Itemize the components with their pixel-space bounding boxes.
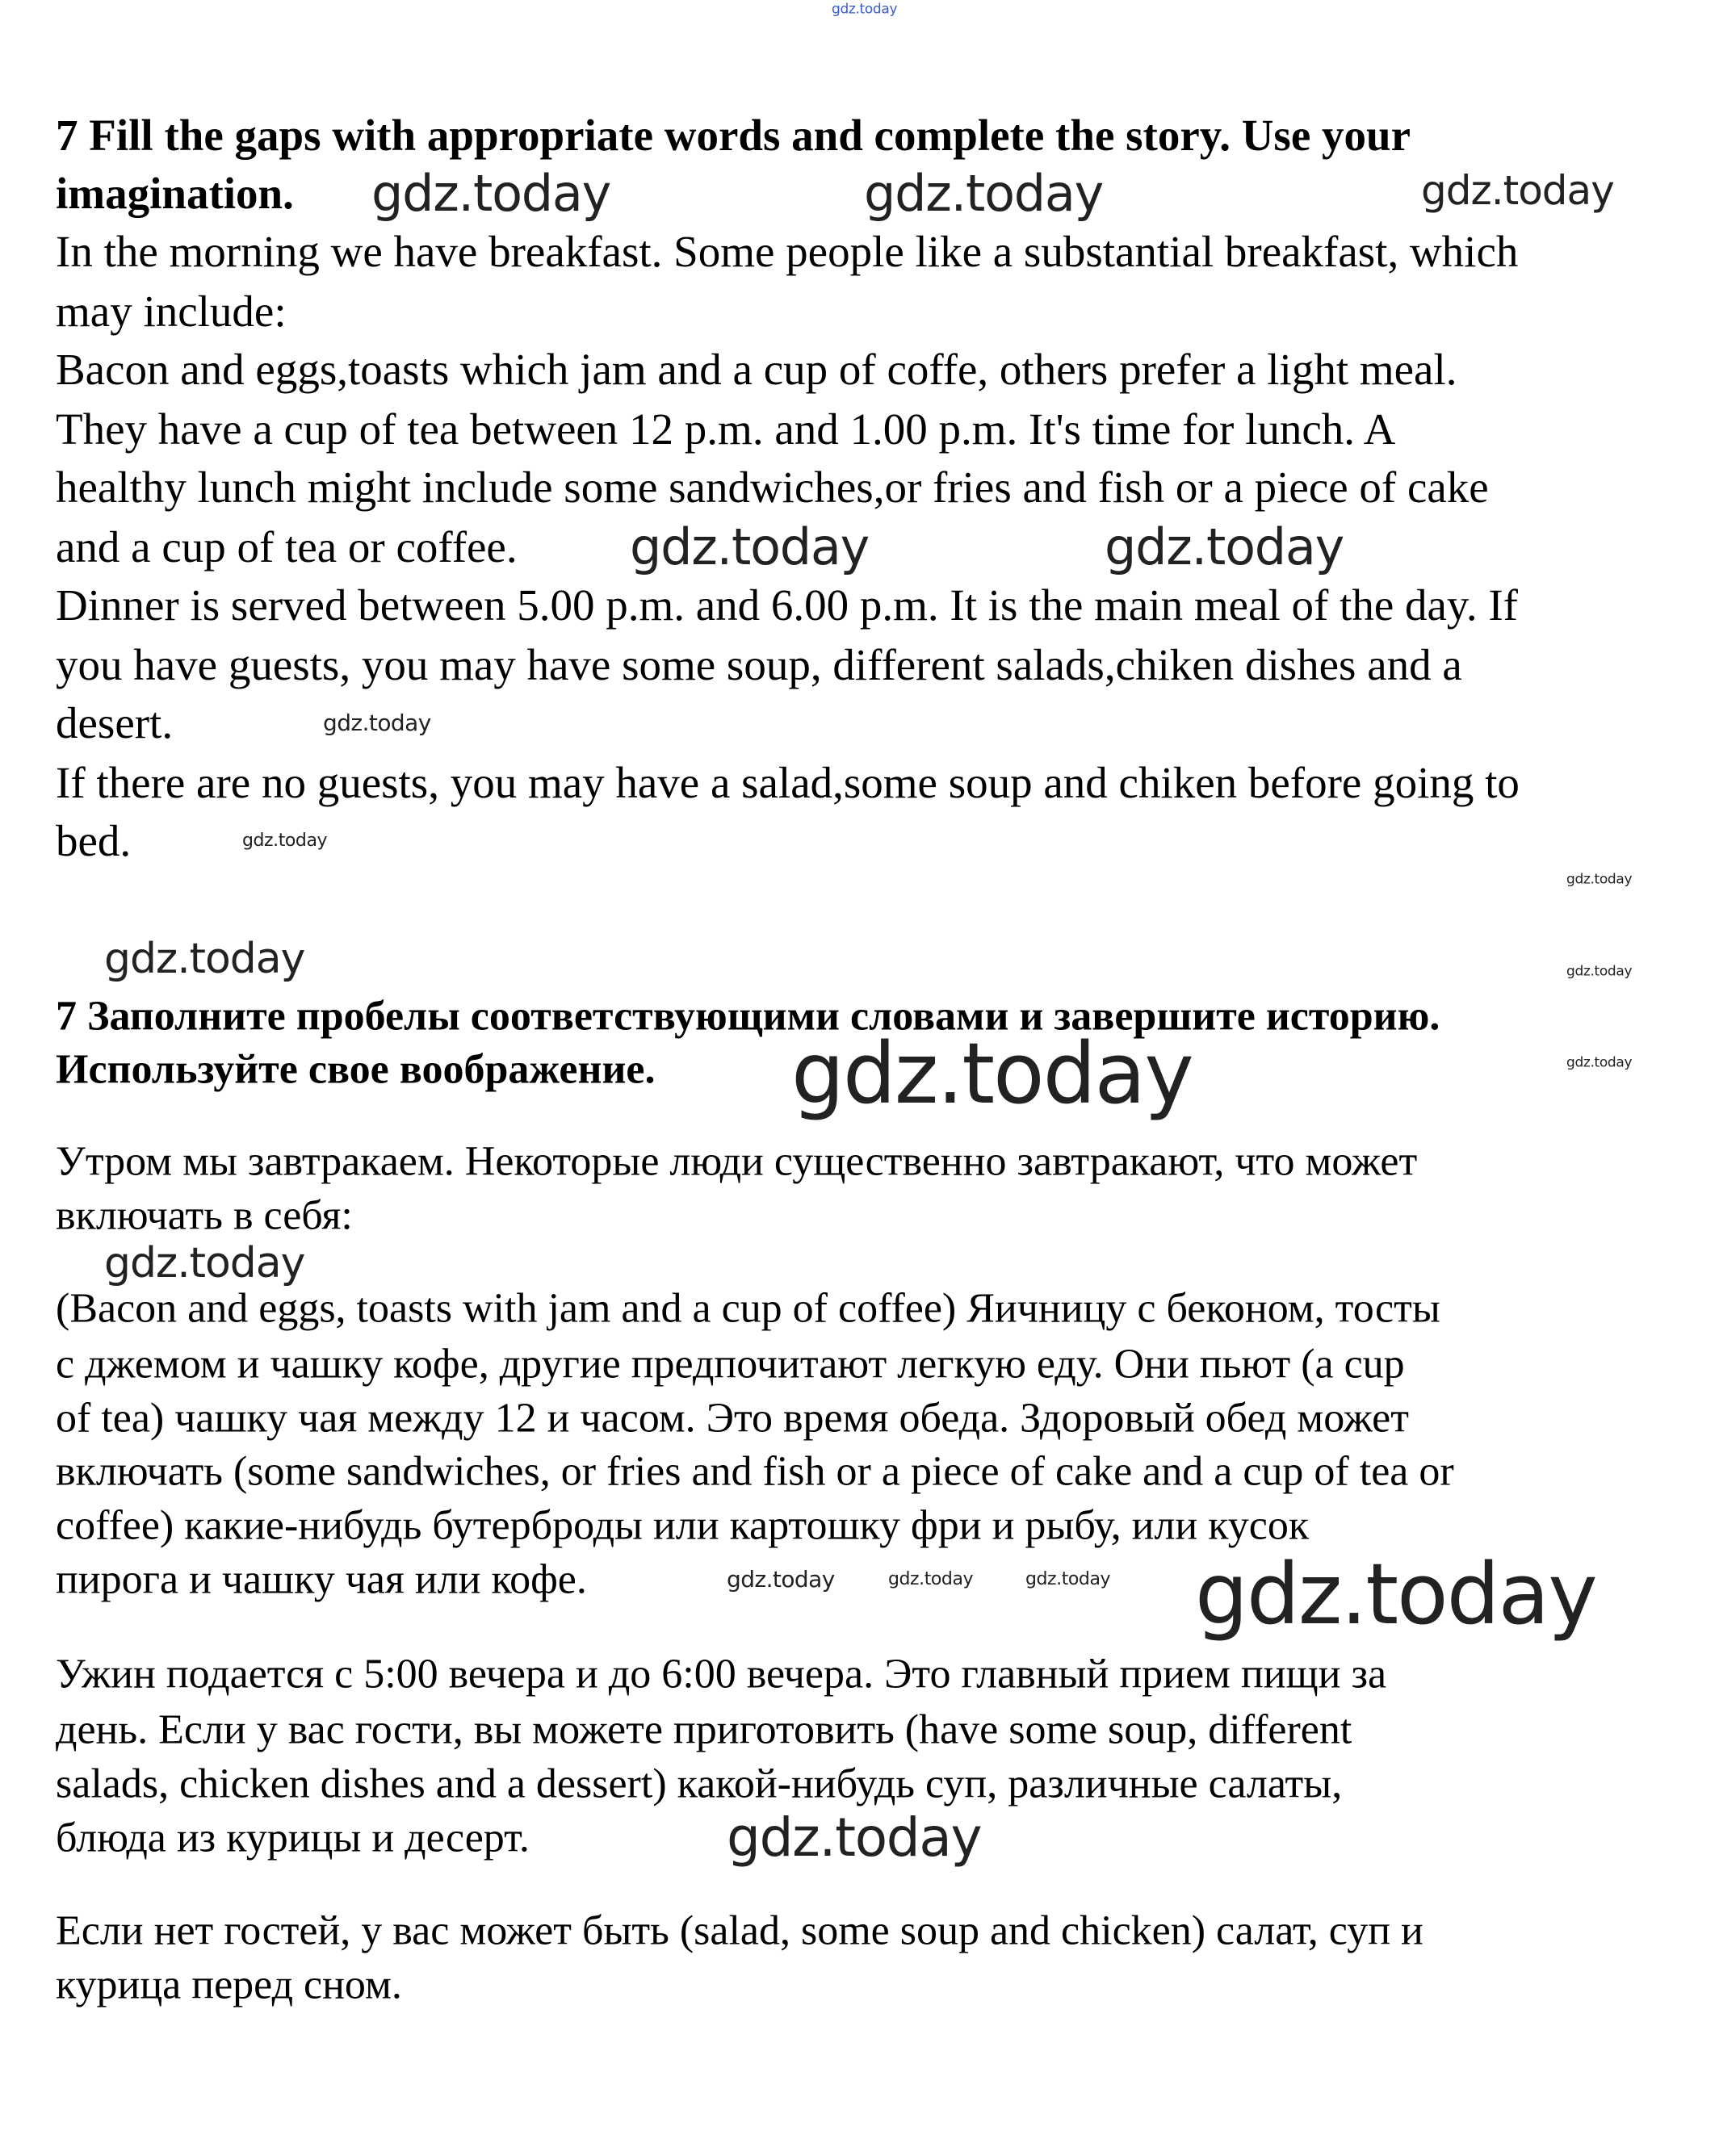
story-line-english: Dinner is served between 5.00 p.m. and 6.00 p.m. It is the main meal of the day. If: [56, 580, 1518, 630]
watermark: gdz.today: [242, 831, 328, 851]
story-line-russian: coffee) какие-нибудь бутерброды или картошку фри и рыбу, или кусок: [56, 1502, 1310, 1549]
story-line-russian: блюда из курицы и десерт.: [56, 1815, 530, 1861]
watermark: gdz.today: [371, 164, 611, 223]
watermark: gdz.today: [1195, 1545, 1596, 1643]
story-line-russian: Ужин подается с 5:00 вечера и до 6:00 вечера. Это главный прием пищи за: [56, 1651, 1387, 1698]
exercise-title-english: 7 Fill the gaps with appropriate words and complete the story. Use your: [56, 110, 1411, 160]
story-line-russian: Если нет гостей, у вас может быть (salad, some soup and chicken) салат, суп и: [56, 1907, 1423, 1954]
story-line-english: may include:: [56, 286, 287, 336]
watermark: gdz.today: [1566, 963, 1633, 980]
watermark: gdz.today: [323, 710, 431, 736]
watermark: gdz.today: [1105, 517, 1344, 576]
story-line-english: Bacon and eggs,toasts which jam and a cup of coffe, others prefer a light meal.: [56, 344, 1457, 394]
story-line-english: They have a cup of tea between 12 p.m. and 1.00 p.m. It's time for lunch. A: [56, 404, 1396, 454]
story-line-russian: salads, chicken dishes and a dessert) какой-нибудь суп, различные салаты,: [56, 1760, 1343, 1807]
watermark: gdz.today: [727, 1566, 835, 1593]
story-line-russian: Утром мы завтракаем. Некоторые люди существенно завтракают, что может: [56, 1138, 1418, 1185]
watermark: gdz.today: [888, 1569, 974, 1589]
story-line-russian: of tea) чашку чая между 12 и часом. Это время обеда. Здоровый обед может: [56, 1395, 1409, 1442]
story-line-english: If there are no guests, you may have a salad,some soup and chiken before going to: [56, 757, 1520, 807]
exercise-title-russian: Используйте свое воображение.: [56, 1046, 656, 1093]
watermark: gdz.today: [1566, 871, 1633, 888]
story-line-english: and a cup of tea or coffee.: [56, 521, 518, 571]
watermark: gdz.today: [864, 164, 1104, 223]
watermark: gdz.today: [104, 1239, 305, 1287]
story-line-russian: (Bacon and eggs, toasts with jam and a cup of coffee) Яичницу с беконом, тосты: [56, 1285, 1440, 1332]
story-line-russian: курица перед сном.: [56, 1961, 402, 2008]
watermark: gdz.today: [1421, 167, 1614, 214]
story-line-russian: включать в себя:: [56, 1192, 353, 1239]
story-line-english: healthy lunch might include some sandwiches,or fries and fish or a piece of cake: [56, 462, 1489, 512]
story-line-english: In the morning we have breakfast. Some people like a substantial breakfast, which: [56, 226, 1519, 276]
watermark: gdz.today: [727, 1806, 982, 1869]
watermark: gdz.today: [630, 517, 870, 576]
story-line-english: bed.: [56, 815, 132, 865]
top-watermark: gdz.today: [832, 1, 898, 18]
story-line-russian: день. Если у вас гости, вы можете приготовить (have some soup, different: [56, 1706, 1352, 1753]
exercise-title-russian: 7 Заполните пробелы соответствующими словами и завершите историю.: [56, 993, 1440, 1040]
watermark: gdz.today: [1566, 1054, 1633, 1071]
story-line-russian: включать (some sandwiches, or fries and fish or a piece of cake and a cup of tea or: [56, 1448, 1454, 1495]
watermark: gdz.today: [791, 1024, 1193, 1123]
story-line-english: you have guests, you may have some soup, different salads,chiken dishes and a: [56, 639, 1462, 689]
story-line-english: desert.: [56, 697, 174, 747]
watermark: gdz.today: [1025, 1569, 1111, 1589]
story-line-russian: пирога и чашку чая или кофе.: [56, 1556, 587, 1603]
exercise-title-english: imagination.: [56, 168, 294, 218]
watermark: gdz.today: [104, 935, 305, 983]
story-line-russian: с джемом и чашку кофе, другие предпочитают легкую еду. Они пьют (a cup: [56, 1341, 1405, 1388]
